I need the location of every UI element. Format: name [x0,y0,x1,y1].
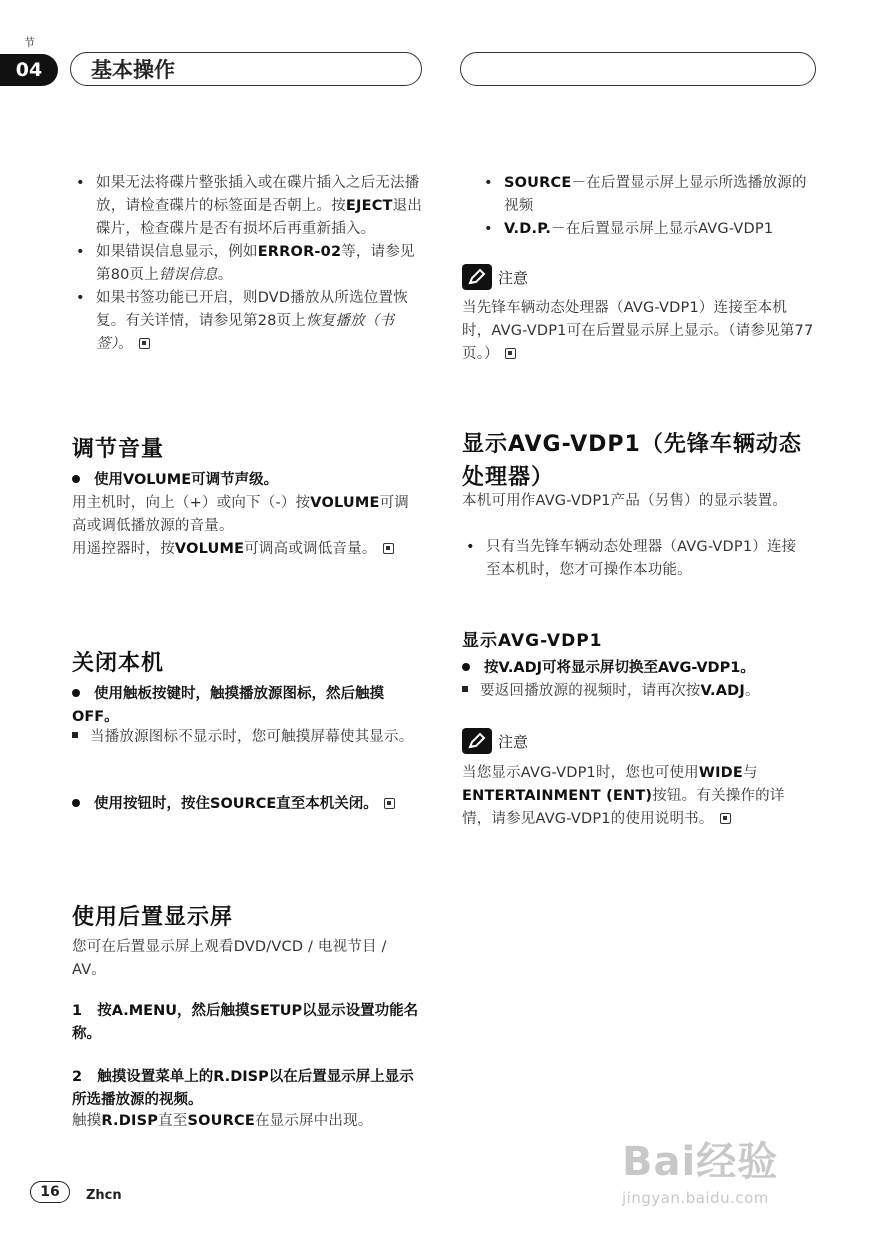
heading-rear-display: 使用后置显示屏 [72,905,234,930]
list-item: • SOURCE－在后置显示屏上显示所选播放源的视频 [480,172,815,218]
top-bullets-right [480,172,815,241]
watermark-url: jingyan.baidu.com [622,1189,769,1207]
chapter-number-tab: 04 [0,54,58,86]
square-bullet-icon [72,732,78,738]
end-mark-icon [383,543,394,554]
avg-sub-note: 要返回播放源的视频时，请再次按V.ADJ。 [462,680,817,703]
top-bullets-left [72,172,424,356]
section-label: 节 [24,36,35,49]
baidu-watermark [622,1130,778,1207]
end-mark-icon [505,348,516,359]
list-item: • 如果书签功能已开启，则DVD播放从所选位置恢复。有关详情，请参见第28页上恢复播放（书签）。 [72,287,424,356]
end-mark-icon [720,813,731,824]
list-item: • V.D.P.－在后置显示屏上显示AVG-VDP1 [480,218,815,241]
avg-sub-step: 按V.ADJ可将显示屏切换至AVG-VDP1。 [462,657,817,680]
power-step-2: 使用按钮时，按住SOURCE直至本机关闭。 [72,793,422,816]
bullet-dot-icon [72,475,80,483]
list-item: • 只有当先锋车辆动态处理器（AVG-VDP1）连接至本机时，您才可操作本功能。 [462,536,807,582]
header-empty-pill [460,52,816,86]
page-number: 16 [30,1181,70,1203]
rear-step-2-desc: 触摸R.DISP直至SOURCE在显示屏中出现。 [72,1113,373,1129]
note-1-label: 注意 [498,268,529,287]
avg-intro: 本机可用作AVG-VDP1产品（另售）的显示装置。 [462,493,788,509]
bullet-dot-icon [72,799,80,807]
end-mark-icon [139,338,150,349]
end-mark-icon [384,798,395,809]
power-step-1: 使用触板按键时，触摸播放源图标，然后触摸OFF。 [72,686,384,725]
pencil-note-icon [462,728,492,754]
heading-avg-sub: 显示AVG-VDP1 [462,631,603,651]
note-2-text: 当您显示AVG-VDP1时，您也可使用WIDE与ENTERTAINMENT (ENT)按钮。有关操作的详情，请参见AVG-VDP1的使用说明书。 [462,765,785,827]
rear-step-1: 1 按A.MENU，然后触摸SETUP以显示设置功能名称。 [72,1003,419,1042]
heading-volume: 调节音量 [72,437,165,462]
note-1-header [462,264,528,290]
watermark-logo-text: Bai经验 [622,1139,779,1185]
note-1-text: 当先锋车辆动态处理器（AVG-VDP1）连接至本机时，AVG-VDP1可在后置显示屏上显示。（请参见第77页。） [462,300,814,362]
rear-intro: 您可在后置显示屏上观看DVD/VCD / 电视节目 / AV。 [72,939,387,978]
volume-desc: 用主机时，向上（+）或向下（-）按VOLUME可调高或调低播放源的音量。 用遥控器时，按VOLUME可调高或调低音量。 [72,495,410,557]
list-item: • 如果无法将碟片整张插入或在碟片插入之后无法播放，请检查碟片的标签面是否朝上。按EJECT退出碟片，检查碟片是否有损坏后再重新插入。 [72,172,424,241]
note-2-header [462,728,528,754]
pencil-note-icon [462,264,492,290]
square-bullet-icon [462,686,468,692]
bullet-dot-icon [72,689,80,697]
heading-avg-vdp1: 显示AVG-VDP1（先锋车辆动态处理器） [462,432,802,490]
avg-bullet [462,536,807,582]
heading-power-off: 关闭本机 [72,651,165,676]
chapter-title-text: 基本操作 [91,58,175,82]
list-item: • 如果错误信息显示，例如ERROR-02等，请参见第80页上错误信息。 [72,241,424,287]
chapter-title [70,52,422,86]
bullet-dot-icon [462,663,470,671]
power-sub-1: 当播放源图标不显示时，您可触摸屏幕使其显示。 [72,726,417,749]
note-2-label: 注意 [498,732,529,751]
rear-step-2: 2 触摸设置菜单上的R.DISP以在后置显示屏上显示所选播放源的视频。 [72,1069,414,1108]
language-code: Zhcn [86,1188,122,1203]
volume-step: 使用VOLUME可调节声级。 [72,469,424,492]
